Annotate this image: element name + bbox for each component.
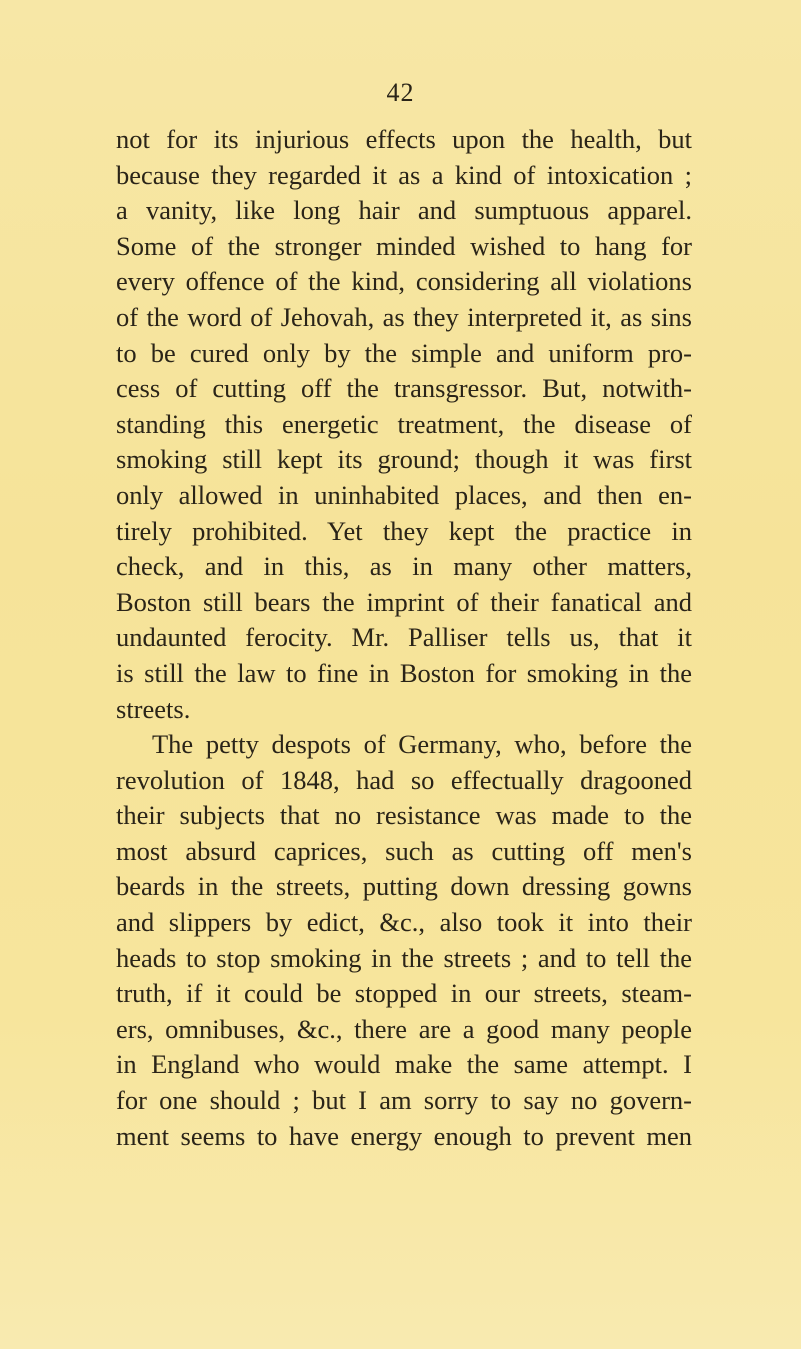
text-line: of the word of Jehovah, as they interpreted it, as sins	[116, 301, 692, 332]
text-line: standing this energetic treatment, the disease of	[116, 408, 692, 439]
body-text	[116, 122, 692, 1154]
text-line: Some of the stronger minded wished to hang for	[116, 230, 692, 261]
text-line: for one should ; but I am sorry to say no govern-	[116, 1085, 692, 1116]
text-line: to be cured only by the simple and uniform pro-	[116, 337, 692, 368]
text-line: heads to stop smoking in the streets ; and to tell the	[116, 942, 692, 973]
text-line: not for its injurious effects upon the health, but	[116, 124, 692, 154]
text-line: and slippers by edict, &c., also took it into their	[116, 907, 692, 938]
text-line: Boston still bears the imprint of their fanatical and	[116, 586, 692, 617]
text-line: The petty despots of Germany, who, before the	[152, 729, 692, 760]
text-line: undaunted ferocity. Mr. Palliser tells us, that it	[116, 622, 692, 653]
text-line: streets.	[116, 693, 191, 724]
text-line: only allowed in uninhabited places, and then en-	[116, 479, 692, 510]
text-line: ers, omnibuses, &c., there are a good many people	[116, 1013, 692, 1044]
page-number: 42	[386, 78, 415, 107]
text-line: check, and in this, as in many other matters,	[116, 551, 692, 582]
text-line: in England who would make the same attempt. I	[116, 1049, 692, 1080]
text-line: beards in the streets, putting down dressing gowns	[116, 871, 692, 902]
text-line: because they regarded it as a kind of intoxication ;	[116, 159, 692, 190]
text-line: cess of cutting off the transgressor. But, notwith-	[116, 373, 692, 404]
text-line: revolution of 1848, had so effectually dragooned	[116, 764, 692, 795]
text-line: ment seems to have energy enough to prevent men	[116, 1120, 692, 1151]
text-line: most absurd caprices, such as cutting off men's	[116, 835, 692, 866]
text-line: every offence of the kind, considering all violations	[116, 266, 692, 297]
text-line: is still the law to fine in Boston for smoking in the	[116, 657, 692, 688]
text-line: a vanity, like long hair and sumptuous apparel.	[116, 195, 692, 226]
text-line: their subjects that no resistance was made to the	[116, 800, 692, 831]
text-line: tirely prohibited. Yet they kept the practice in	[116, 515, 692, 546]
text-line: truth, if it could be stopped in our streets, steam-	[116, 978, 692, 1009]
text-line: smoking still kept its ground; though it was first	[116, 444, 692, 475]
